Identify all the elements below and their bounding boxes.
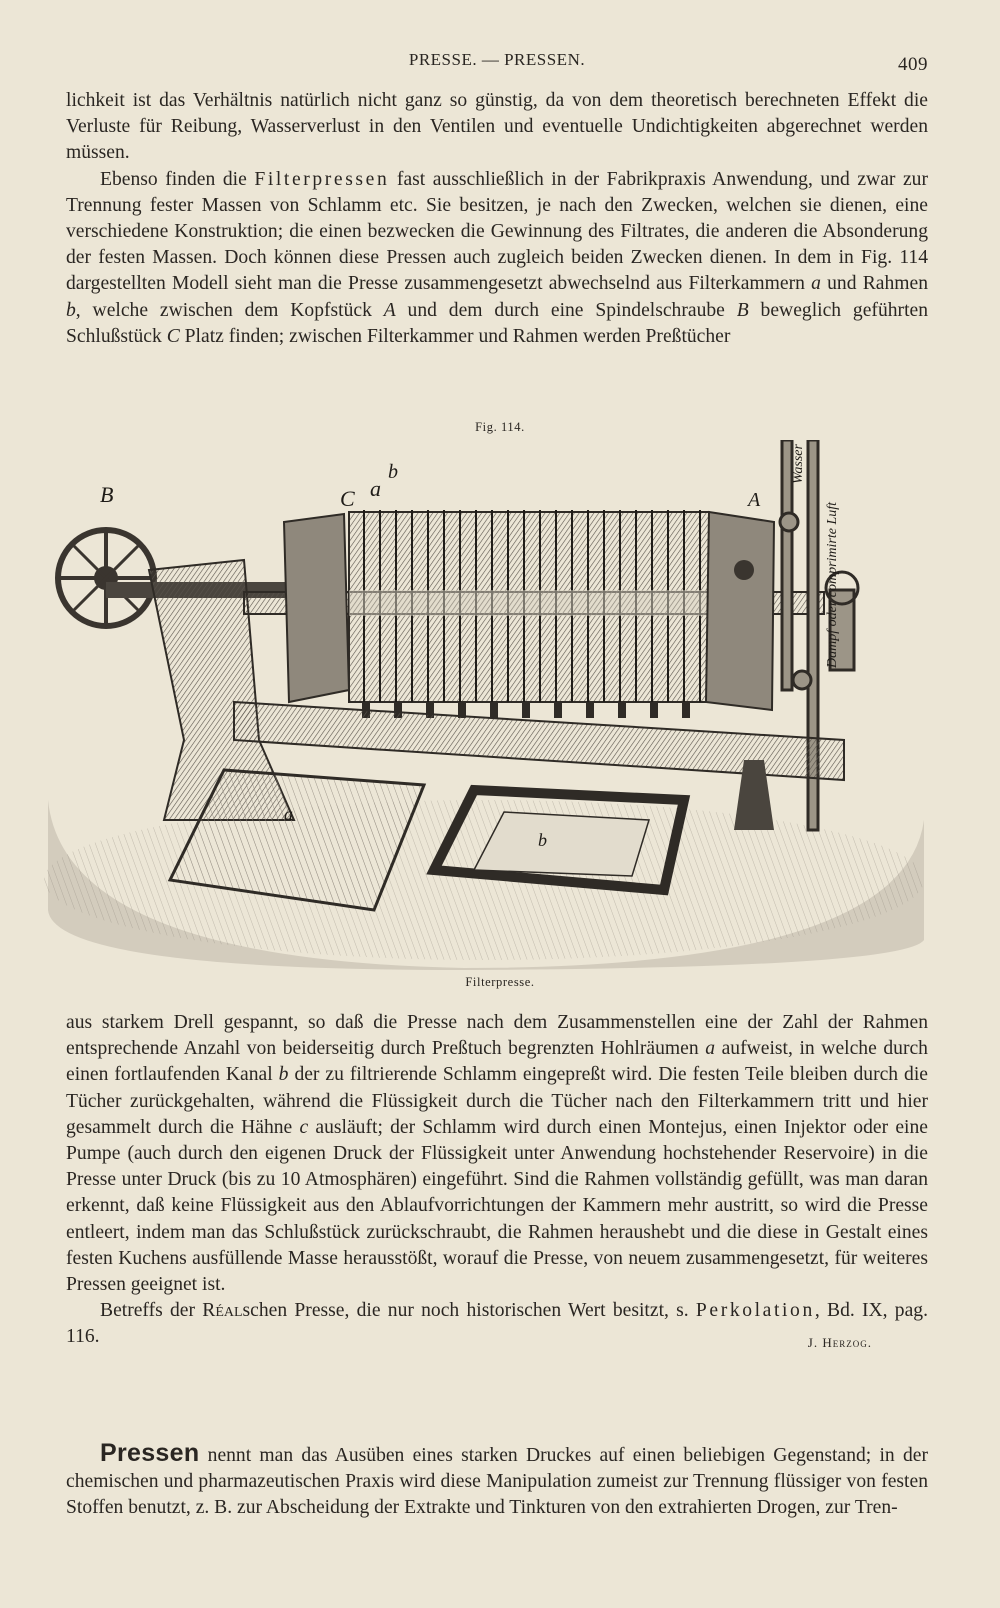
text-run: , Bd. IX, pag. 116. [66,1300,929,1348]
label-A: A [748,489,761,511]
variable-b: b [66,299,76,321]
paragraph-top [66,88,928,350]
page-header [66,50,928,76]
label-a: a [370,476,381,501]
label-dampf: Dampf oder comprimirte Luft [825,501,840,668]
variable-C: C [166,325,180,347]
text-run: schen Presse, die nur noch historischen Wert besitzt, s. [242,1300,696,1322]
text-run: nennt man das Ausüben eines starken Druckes auf einen beliebigen Gegenstand; in der chemischen und pharmazeutischen Praxis wird diese Manipulation zumeist zur Trennung flüssiger von festen Stoffen benutzt, z. B. zur Abscheidung der Extrakte und Tinkturen von den extrahierten Drogen, zur Tren- [66,1445,928,1519]
label-B: B [100,482,114,507]
variable-b: b [278,1064,289,1086]
emphasis-filterpressen: Filterpressen [254,168,390,190]
text-run: Platz finden; zwischen Filterkammer und Rahmen werden Preßtücher [179,325,731,347]
filter-plates [349,510,709,718]
label-b-frame: b [538,830,547,850]
text-run: Betreffs der [100,1300,203,1322]
label-b: b [388,461,398,483]
page-number: 409 [898,54,928,75]
handwheel [58,530,154,626]
label-C: C [340,486,355,511]
text-run: , welche zwischen dem Kopfstück [75,299,384,321]
entry-pressen [66,1440,928,1522]
text-run: der zu filtrierende Schlamm eingepreßt wird. Die festen Teile bleiben durch die Tücher zurückgehalten, während die Flüssigkeit durch die Tücher nach den Filterkammern tritt und hier gesammelt durch die Hähne [66,1064,928,1138]
paragraph-real-presse [66,1298,928,1350]
text-run: aus starkem Drell gespannt, so daß die Presse nach dem Zusammenstellen eine der Zahl der Rahmen entsprechende Anzahl von beiderseitig durch Preßtuch begrenzten Hohlräumen [66,1012,928,1060]
head-piece-a [706,512,774,710]
text-run: und dem durch eine Spindelschraube [395,299,737,321]
variable-B: B [736,299,749,321]
headword-pressen: Pressen [100,1439,200,1467]
emphasis-perkolation: Perkolation [695,1300,815,1322]
paragraph-pressen [66,1440,928,1522]
label-wasser: Wasser [791,444,806,484]
label-a-plate: a [284,804,293,824]
figure-caption: Filterpresse. [465,975,535,989]
text-run: aufweist, in welche durch einen fortlaufenden Kanal [66,1038,928,1086]
end-piece-c [284,514,349,702]
variable-a: a [811,273,821,295]
text-run: und Rahmen [820,273,928,295]
running-title: PRESSE. — PRESSEN. [408,50,586,69]
paragraph-filterpressen [66,167,928,350]
variable-A: A [383,299,396,321]
text-run: Ebenso finden die [100,168,255,190]
variable-c: c [299,1116,309,1138]
paragraph-drell [66,1010,928,1298]
text-run: beweglich geführten Schlußstück [66,299,929,347]
filterpress-illustration [44,440,932,970]
paragraph-middle [66,1010,928,1357]
engraving-svg [44,440,932,970]
paragraph-continuation: lichkeit ist das Verhältnis natürlich nicht ganz so günstig, da von dem theoretisch berechneten Effekt die Verluste für Reibung, Wasserverlust in den Ventilen und eventuelle Undichtigkeiten abgerechnet werden müssen. [66,90,928,164]
figure-label: Fig. 114. [475,420,525,434]
variable-a: a [705,1038,716,1060]
author-signature: J. Herzog. [807,1335,872,1351]
name-real: Réal [202,1300,243,1322]
text-run: fast ausschließlich in der Fabrikpraxis Anwendung, und zwar zur Trennung fester Massen von Schlamm etc. Sie besitzen, je nach den Zwecken, welchen sie dienen, eine verschiedene Konstruktion; die einen bezwecken die Gewinnung des Filtrates, die anderen die Absonderung der festen Massen. Doch können diese Pressen auch zugleich beiden Zwecken dienen. In dem in Fig. 114 dargestellten Modell sieht man die Presse zusammengesetzt abwechselnd aus Filterkammern [66,168,929,295]
text-run: ausläuft; der Schlamm wird durch einen Montejus, einen Injektor oder eine Pumpe (auch durch den eigenen Druck der Flüssigkeit unter Anwendung hochstehender Reservoire) in die Presse unter Druck (bis zu 10 Atmosphären) eingeführt. Sind die Rahmen vollständig gefüllt, was man daran erkennt, daß keine Flüssigkeit aus den Ablaufvorrichtungen der Kammern mehr austritt, so wird die Presse entleert, indem man das Schlußstück zurückschraubt, die Rahmen heraushebt und die diese in Gestalt eines festen Kuchens ausfüllende Masse herausstößt, worauf die Presse, von neuem zusammengesetzt, für weiteres Pressen geeignet ist. [66,1116,928,1296]
